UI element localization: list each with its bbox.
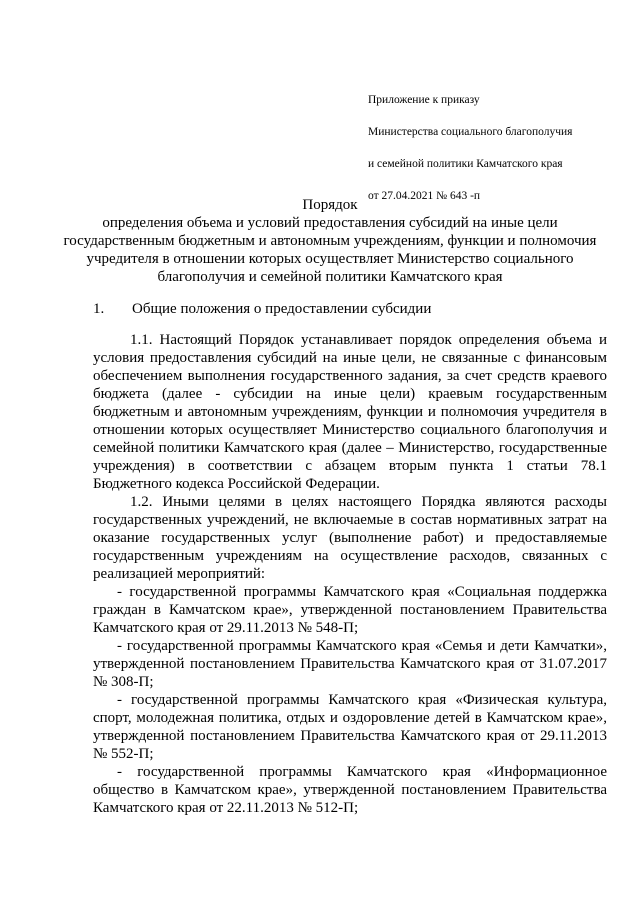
appendix-line: Министерства социального благополучия	[368, 126, 573, 138]
section-number: 1.	[93, 301, 105, 317]
document-title	[60, 196, 600, 286]
paragraph-1-2: 1.2. Иными целями в целях настоящего Порядка являются расходы государственных учреждений, не включаемые в состав нормативных затрат на оказание государственных услуг (выполнение работ) и предоставляемые государственным учреждениям на осуществление расходов, связанных с реализацией мероприятий:	[93, 494, 607, 582]
list-item: - государственной программы Камчатского края «Семья и дети Камчатки», утвержденной постановлением Правительства Камчатского края от 31.07.2017 № 308-П;	[93, 638, 607, 690]
section-heading	[93, 300, 431, 318]
document-body	[93, 331, 607, 817]
appendix-line: и семейной политики Камчатского края	[368, 158, 563, 170]
list-item: - государственной программы Камчатского края «Физическая культура, спорт, молодежная политика, отдых и оздоровление детей в Камчатском крае», утвержденной постановлением Правительства Камчатского края от 29.11.2013 № 552-П;	[93, 692, 607, 762]
title-heading: Порядок	[302, 197, 358, 213]
appendix-line: Приложение к приказу	[368, 94, 480, 106]
appendix-date-line: от 27.04.2021 № 643 -п	[368, 190, 481, 202]
title-subtitle: определения объема и условий предоставления субсидий на иные цели государственным бюджетным и автономным учреждениям, функции и полномочия учредителя в отношении которых осуществляет Министерство социального благополучия и семейной политики Камчатского края	[63, 215, 597, 285]
appendix-block	[368, 84, 572, 212]
list-item: - государственной программы Камчатского края «Социальная поддержка граждан в Камчатском крае», утвержденной постановлением Правительства Камчатского края от 29.11.2013 № 548-П;	[93, 584, 607, 636]
list-item: - государственной программы Камчатского края «Информационное общество в Камчатском крае», утвержденной постановлением Правительства Камчатского края от 22.11.2013 № 512-П;	[93, 764, 607, 816]
section-title: Общие положения о предоставлении субсидии	[132, 301, 432, 317]
paragraph-1-1: 1.1. Настоящий Порядок устанавливает порядок определения объема и условия предоставления субсидий на иные цели, не связанные с финансовым обеспечением выполнения государственного задания, за счет средств краевого бюджета (далее - субсидии на иные цели) краевым государственным бюджетным и автономным учреждениям, функции и полномочия учредителя в отношении которых осуществляет Министерство социального благополучия и семейной политики Камчатского края (далее – Министерство, государственные учреждения) в соответствии с абзацем вторым пункта 1 статьи 78.1 Бюджетного кодекса Российской Федерации.	[93, 332, 607, 492]
